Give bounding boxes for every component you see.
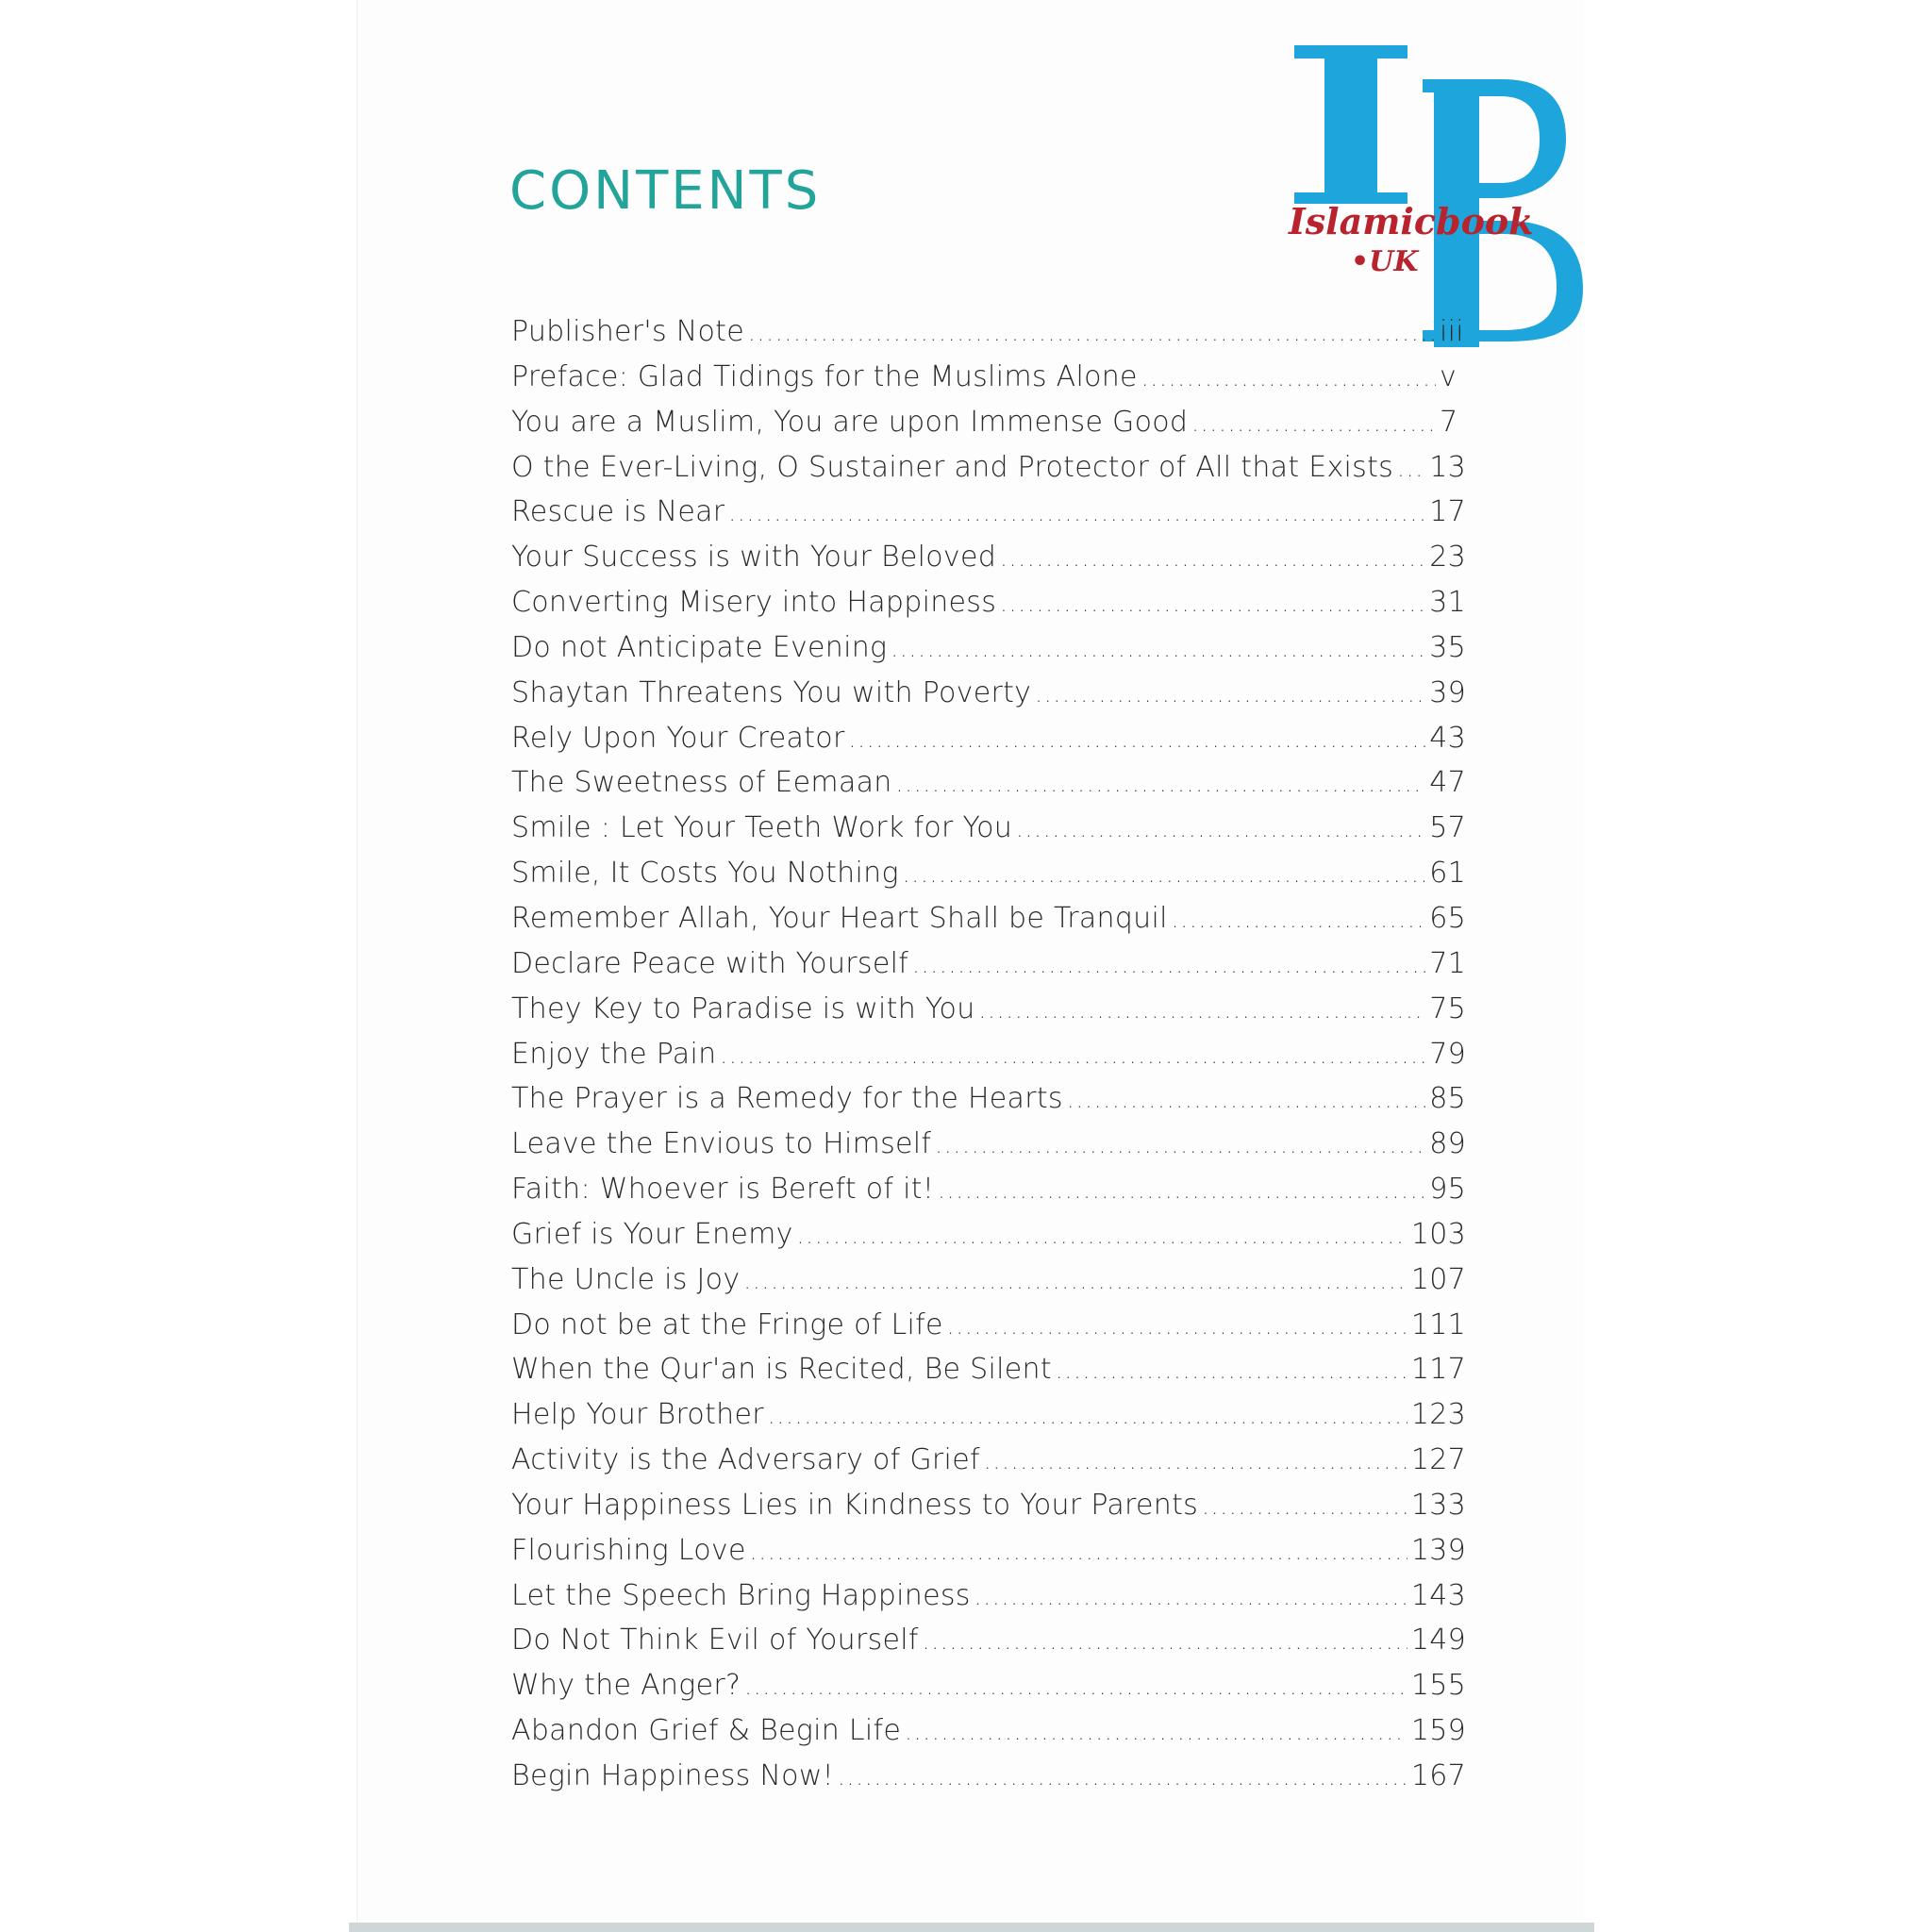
toc-entry-page-number: 111 [1410,1307,1466,1341]
toc-entry-title: Let the Speech Bring Happiness [511,1578,971,1612]
toc-dot-leader [748,320,1436,346]
toc-dot-leader [1035,681,1425,708]
toc-dot-leader [1202,1493,1407,1520]
toc-entry [511,451,1466,496]
toc-entry-page-number: 155 [1410,1669,1466,1703]
toc-dot-leader [797,1223,1407,1249]
toc-dot-leader [768,1403,1407,1429]
toc-entry-title: Shaytan Threatens You with Poverty [511,675,1032,709]
toc-entry-title: Do not be at the Fringe of Life [511,1307,943,1341]
toc-entry-page-number: 75 [1429,991,1466,1025]
toc-entry [511,1218,1466,1263]
toc-dot-leader [1172,907,1425,933]
toc-entry [511,1173,1466,1218]
toc-dot-leader [744,1674,1407,1700]
islamicbook-logo [1283,45,1585,347]
toc-entry-page-number: 123 [1410,1398,1466,1432]
toc-entry [511,1398,1466,1443]
toc-dot-leader [1191,410,1436,437]
toc-entry-title: Smile, It Costs You Nothing [511,857,899,891]
toc-entry-title: Activity is the Adversary of Grief [511,1443,980,1477]
toc-entry-page-number: 31 [1429,586,1466,620]
toc-entry-title: Begin Happiness Now! [511,1759,834,1792]
toc-entry-page-number: 43 [1429,721,1466,755]
toc-entry-page-number: 103 [1410,1217,1466,1251]
toc-entry-page-number: 39 [1429,675,1466,709]
page-bottom-edge [349,1923,1594,1932]
toc-dot-leader [974,1584,1407,1610]
toc-entry [511,315,1466,360]
toc-entry [511,541,1466,586]
toc-entry-page-number: 65 [1429,901,1466,935]
toc-entry-page-number: iii [1440,315,1464,348]
toc-entry [511,722,1466,767]
toc-dot-leader [728,500,1425,526]
toc-entry-title: Remember Allah, Your Heart Shall be Tranquil [511,901,1168,935]
toc-dot-leader [1000,545,1425,572]
toc-entry [511,1534,1466,1579]
toc-dot-leader [1056,1357,1407,1384]
toc-entry-page-number: 35 [1429,630,1466,664]
toc-entry-page-number: 89 [1429,1127,1466,1161]
toc-entry-title: Your Success is with Your Beloved [511,541,997,575]
toc-dot-leader [1067,1087,1425,1113]
toc-entry [511,1443,1466,1489]
toc-entry-title: O the Ever-Living, O Sustainer and Protector of All that Exists [511,450,1394,484]
toc-entry-title: Do Not Think Evil of Yourself [511,1624,919,1657]
toc-entry [511,992,1466,1038]
toc-entry [511,1669,1466,1714]
toc-entry-title: Rely Upon Your Creator [511,721,845,755]
toc-entry-page-number: 117 [1410,1353,1466,1387]
toc-dot-leader [849,726,1426,753]
toc-dot-leader [750,1539,1407,1565]
toc-entry-title: The Prayer is a Remedy for the Hearts [511,1082,1063,1116]
toc-entry-title: Smile : Let Your Teeth Work for You [511,811,1013,845]
toc-entry [511,631,1466,676]
toc-entry-page-number: 85 [1429,1082,1466,1116]
toc-entry-page-number: 13 [1429,450,1466,484]
toc-entry [511,1082,1466,1127]
toc-dot-leader [905,1719,1407,1745]
toc-entry-title: Why the Anger? [511,1669,741,1703]
toc-dot-leader [912,952,1425,978]
toc-dot-leader [903,861,1425,888]
toc-dot-leader [947,1313,1407,1340]
toc-entry-page-number: 71 [1429,946,1466,980]
toc-entry-page-number: 127 [1410,1443,1466,1477]
toc-entry [511,1489,1466,1534]
toc-entry-page-number: 7 [1440,405,1458,439]
toc-entry [511,1308,1466,1354]
toc-dot-leader [891,636,1425,662]
toc-entry-page-number: 95 [1429,1173,1466,1207]
toc-entry-title: Your Happiness Lies in Kindness to Your Parents [511,1488,1199,1522]
toc-entry [511,857,1466,902]
toc-dot-leader [896,771,1426,797]
toc-entry-page-number: 57 [1429,811,1466,845]
toc-entry [511,1353,1466,1398]
toc-dot-leader [984,1448,1407,1474]
toc-entry-title: Leave the Envious to Himself [511,1127,932,1161]
toc-entry [511,676,1466,722]
logo-domain-text: •UK [1351,245,1419,278]
toc-entry-page-number: 79 [1429,1037,1466,1071]
toc-entry-title: Grief is Your Enemy [511,1217,793,1251]
toc-entry [511,406,1466,451]
toc-entry-page-number: 23 [1429,541,1466,575]
toc-entry-page-number: 17 [1429,495,1466,529]
toc-entry [511,947,1466,992]
toc-entry-title: Faith: Whoever is Bereft of it! [511,1173,935,1207]
toc-entry-title: Enjoy the Pain [511,1037,717,1071]
toc-entry-page-number: 159 [1410,1714,1466,1748]
toc-entry-page-number: 143 [1410,1578,1466,1612]
toc-entry-title: You are a Muslim, You are upon Immense Good [511,405,1189,439]
toc-entry [511,1263,1466,1308]
toc-entry-page-number: 107 [1410,1262,1466,1296]
toc-entry [511,1038,1466,1083]
toc-dot-leader [720,1042,1425,1069]
toc-entry-title: Help Your Brother [511,1398,764,1432]
toc-entry-page-number: 133 [1410,1488,1466,1522]
toc-dot-leader [1016,816,1425,842]
toc-entry-page-number: 167 [1410,1759,1466,1792]
toc-entry-title: The Uncle is Joy [511,1262,741,1296]
toc-entry [511,811,1466,857]
toc-entry-title: Rescue is Near [511,495,725,529]
toc-entry [511,1759,1466,1805]
page-title: CONTENTS [509,160,822,222]
table-of-contents [511,315,1466,1805]
toc-entry-page-number: 139 [1410,1533,1466,1567]
toc-entry-title: The Sweetness of Eemaan [511,766,892,800]
toc-entry-title: Converting Misery into Happiness [511,586,997,620]
logo-letters-graphic [1283,45,1585,347]
toc-entry [511,1714,1466,1759]
toc-dot-leader [938,1177,1425,1204]
toc-entry [511,495,1466,541]
toc-entry-title: Do not Anticipate Evening [511,630,888,664]
toc-entry-title: Abandon Grief & Begin Life [511,1714,902,1748]
toc-dot-leader [838,1764,1407,1790]
logo-brand-text: Islamicbook [1289,200,1534,242]
toc-entry-page-number: 149 [1410,1624,1466,1657]
toc-entry-page-number: v [1440,359,1457,393]
toc-entry [511,1624,1466,1669]
toc-dot-leader [979,997,1426,1024]
toc-dot-leader [1000,591,1425,617]
toc-entry-title: Flourishing Love [511,1533,746,1567]
toc-dot-leader [935,1132,1425,1158]
toc-entry-page-number: 61 [1429,857,1466,891]
toc-entry [511,1127,1466,1173]
toc-dot-leader [1397,456,1425,482]
toc-entry-title: They Key to Paradise is with You [511,991,975,1025]
toc-entry-page-number: 47 [1429,766,1466,800]
toc-entry [511,902,1466,947]
toc-entry [511,1579,1466,1624]
toc-dot-leader [923,1628,1407,1655]
toc-entry [511,586,1466,631]
toc-dot-leader [1141,365,1436,391]
toc-entry-title: Publisher's Note [511,315,744,348]
toc-entry-title: Declare Peace with Yourself [511,946,909,980]
toc-entry [511,766,1466,811]
toc-entry-title: Preface: Glad Tidings for the Muslims Alone [511,359,1138,393]
toc-entry-title: When the Qur'an is Recited, Be Silent [511,1353,1052,1387]
toc-entry [511,360,1466,406]
toc-dot-leader [743,1268,1407,1294]
